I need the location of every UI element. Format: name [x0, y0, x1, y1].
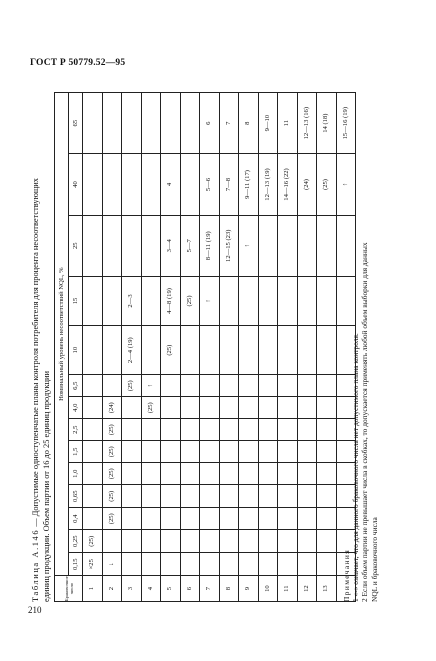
plan-cell: [102, 276, 122, 325]
plan-cell: 8: [239, 93, 259, 154]
acceptance-number-cell: 1: [83, 576, 103, 602]
plan-cell: [180, 375, 200, 397]
plan-cell: [278, 530, 298, 553]
plan-cell: [141, 530, 161, 553]
plan-cell: [200, 553, 220, 576]
plan-cell: [317, 530, 337, 553]
acceptance-number-cell: 4: [141, 576, 161, 602]
plan-cell: [180, 397, 200, 419]
plan-cell: [161, 463, 181, 485]
nql-value-0: 0,15: [69, 553, 83, 576]
plan-cell: [317, 553, 337, 576]
plan-cell: [258, 276, 278, 325]
plan-cell: [297, 530, 317, 553]
plan-cell: [258, 375, 278, 397]
plan-cell: [297, 508, 317, 530]
plan-cell: (25): [317, 154, 337, 215]
plan-cell: [317, 276, 337, 325]
plan-cell: 3—4: [161, 215, 181, 276]
plan-cell: [83, 154, 103, 215]
plan-cell: [200, 508, 220, 530]
acceptance-number-cell: 8: [219, 576, 239, 602]
plan-cell: [200, 463, 220, 485]
table-caption: [30, 92, 52, 602]
plan-cell: [141, 93, 161, 154]
plan-cell: [141, 463, 161, 485]
plan-cell: (24): [102, 397, 122, 419]
plan-cell: [278, 463, 298, 485]
table-row: [278, 93, 298, 602]
plan-cell: [317, 485, 337, 508]
plan-cell: [317, 326, 337, 375]
plan-cell: [239, 463, 259, 485]
nql-value-7: 4,0: [69, 397, 83, 419]
plan-cell: [141, 154, 161, 215]
plan-cell: [258, 441, 278, 463]
plan-cell: [200, 530, 220, 553]
plan-cell: [278, 397, 298, 419]
nql-value-12: 40: [69, 154, 83, 215]
plan-cell: [278, 326, 298, 375]
page-number: 210: [28, 605, 42, 615]
nql-value-9: 10: [69, 326, 83, 375]
plan-cell: [122, 530, 142, 553]
plan-cell: [317, 463, 337, 485]
plan-cell: [258, 419, 278, 441]
plan-cell: 6: [200, 93, 220, 154]
plan-cell: [180, 419, 200, 441]
plan-cell: [239, 508, 259, 530]
acceptance-number-cell: 9: [239, 576, 259, 602]
plan-cell: [297, 485, 317, 508]
plan-cell: [317, 508, 337, 530]
plan-cell: [200, 485, 220, 508]
plan-cell: [161, 93, 181, 154]
plan-cell: 9—10: [258, 93, 278, 154]
plan-cell: [122, 397, 142, 419]
plan-cell: (25): [122, 375, 142, 397]
table-row: [239, 93, 259, 602]
plan-cell: [180, 508, 200, 530]
table-row: [219, 93, 239, 602]
plan-cell: [180, 154, 200, 215]
plan-cell: [83, 276, 103, 325]
acceptance-plan-table: [54, 92, 356, 602]
note-1: 1 «-» означает, что для данного браковочного числа нет допустимого плана контроля.: [351, 333, 361, 602]
plan-cell: 12—13 (19): [258, 154, 278, 215]
plan-cell: [219, 397, 239, 419]
table-row: [200, 93, 220, 602]
nql-value-6: 2,5: [69, 419, 83, 441]
plan-cell: [102, 326, 122, 375]
plan-cell: [83, 397, 103, 419]
plan-cell: [278, 441, 298, 463]
plan-cell: [161, 553, 181, 576]
plan-cell: [219, 463, 239, 485]
plan-cell: [141, 326, 161, 375]
plan-cell: [122, 553, 142, 576]
plan-cell: [83, 215, 103, 276]
nql-value-11: 25: [69, 215, 83, 276]
plan-cell: [180, 485, 200, 508]
plan-cell: [83, 441, 103, 463]
plan-cell: [180, 326, 200, 375]
plan-cell: 4: [161, 154, 181, 215]
table-row: [102, 93, 122, 602]
plan-cell: [239, 397, 259, 419]
plan-cell: [219, 375, 239, 397]
plan-cell: [122, 419, 142, 441]
plan-cell: [122, 463, 142, 485]
plan-cell: ↓: [102, 553, 122, 576]
plan-cell: [239, 419, 259, 441]
plan-cell: [278, 485, 298, 508]
plan-cell: [219, 553, 239, 576]
nql-value-10: 15: [69, 276, 83, 325]
table-body: [83, 93, 356, 602]
plan-cell: [219, 508, 239, 530]
nql-value-5: 1,5: [69, 441, 83, 463]
acceptance-number-cell: 5: [161, 576, 181, 602]
plan-cell: [122, 154, 142, 215]
plan-cell: [278, 553, 298, 576]
nql-value-2: 0,4: [69, 508, 83, 530]
plan-cell: ↑: [141, 375, 161, 397]
note-2: 2 Если объем партии не превышает числа в скобках, то допускается применять любой объем выборки для данных: [360, 242, 370, 602]
plan-cell: [102, 215, 122, 276]
plan-cell: [219, 485, 239, 508]
plan-cell: [180, 441, 200, 463]
plan-cell: [102, 530, 122, 553]
table-row: [161, 93, 181, 602]
plan-cell: [161, 397, 181, 419]
plan-cell: [161, 508, 181, 530]
document-header: ГОСТ Р 50779.52—95: [30, 58, 126, 68]
plan-cell: [102, 375, 122, 397]
plan-cell: [180, 553, 200, 576]
plan-cell: [258, 485, 278, 508]
plan-cell: [297, 397, 317, 419]
nql-value-8: 6,5: [69, 375, 83, 397]
plan-cell: [219, 419, 239, 441]
plan-cell: (25): [180, 276, 200, 325]
plan-cell: [278, 375, 298, 397]
plan-cell: [219, 530, 239, 553]
plan-cell: [122, 93, 142, 154]
table-row: [180, 93, 200, 602]
plan-cell: [122, 441, 142, 463]
plan-cell: [239, 375, 259, 397]
plan-cell: [317, 419, 337, 441]
plan-cell: 9—11 (17): [239, 154, 259, 215]
plan-cell: [83, 485, 103, 508]
plan-cell: [278, 276, 298, 325]
plan-cell: [200, 441, 220, 463]
plan-cell: 12—15 (23): [219, 215, 239, 276]
table-row: [297, 93, 317, 602]
plan-cell: 11: [278, 93, 298, 154]
plan-cell: [161, 530, 181, 553]
plan-cell: 15—16 (19): [336, 93, 356, 154]
plan-cell: (25): [102, 508, 122, 530]
notes-title: Примечания: [342, 548, 351, 602]
caption-text-1: — Допустимые одноступенчатые планы контроля потребителя для процента несоответствующих: [31, 178, 40, 529]
plan-cell: [239, 276, 259, 325]
table-row: [258, 93, 278, 602]
table-row: [122, 93, 142, 602]
plan-cell: [239, 530, 259, 553]
plan-cell: [297, 553, 317, 576]
plan-cell: [297, 375, 317, 397]
plan-cell: [180, 530, 200, 553]
plan-cell: [180, 93, 200, 154]
plan-cell: [297, 276, 317, 325]
plan-cell: 8—11 (19): [200, 215, 220, 276]
plan-cell: [297, 326, 317, 375]
plan-cell: [83, 326, 103, 375]
plan-cell: [83, 419, 103, 441]
plan-cell: [180, 463, 200, 485]
plan-cell: 2—4 (19): [122, 326, 142, 375]
plan-cell: (25): [83, 530, 103, 553]
plan-cell: 5—6: [200, 154, 220, 215]
plan-cell: [83, 508, 103, 530]
caption-text-2: единиц продукции. Объем партии от 16 до 25 единиц продукции: [42, 371, 51, 602]
plan-cell: [297, 419, 317, 441]
plan-cell: [258, 463, 278, 485]
acceptance-number-cell: 2: [102, 576, 122, 602]
plan-cell: [200, 419, 220, 441]
rotated-table-region: [30, 92, 384, 602]
plan-cell: (25): [102, 419, 122, 441]
plan-cell: [161, 441, 181, 463]
plan-cell: (25): [102, 441, 122, 463]
plan-cell: [161, 485, 181, 508]
plan-cell: 2—3: [122, 276, 142, 325]
plan-cell: 5—7: [180, 215, 200, 276]
plan-cell: [141, 553, 161, 576]
plan-cell: [258, 326, 278, 375]
plan-cell: [239, 441, 259, 463]
plan-cell: [200, 375, 220, 397]
plan-cell: ↑: [239, 215, 259, 276]
batch-number-header: Браковочное число: [55, 576, 83, 602]
nql-value-4: 1,0: [69, 463, 83, 485]
nql-values-row: [69, 93, 83, 602]
table-header-row: [55, 93, 69, 602]
plan-cell: [317, 375, 337, 397]
plan-cell: 7—8: [219, 154, 239, 215]
plan-cell: [258, 397, 278, 419]
plan-cell: [141, 485, 161, 508]
plan-cell: (25): [161, 326, 181, 375]
plan-cell: [317, 215, 337, 276]
caption-label: Таблица А.146: [31, 528, 40, 602]
plan-cell: [141, 215, 161, 276]
plan-cell: [239, 485, 259, 508]
plan-cell: [239, 326, 259, 375]
plan-cell: [219, 326, 239, 375]
plan-cell: [258, 215, 278, 276]
plan-cell: [200, 326, 220, 375]
plan-cell: [141, 276, 161, 325]
plan-cell: [258, 553, 278, 576]
note-2-cont: NQL и браковочного числа: [369, 517, 379, 602]
plan-cell: (25): [102, 485, 122, 508]
plan-cell: [102, 154, 122, 215]
plan-cell: [297, 215, 317, 276]
plan-cell: 14 (18): [317, 93, 337, 154]
plan-cell: [258, 508, 278, 530]
plan-cell: (24): [297, 154, 317, 215]
plan-cell: 7: [219, 93, 239, 154]
acceptance-number-cell: 10: [258, 576, 278, 602]
table-row: [83, 93, 103, 602]
plan-cell: [278, 419, 298, 441]
acceptance-number-cell: 11: [278, 576, 298, 602]
plan-cell: [297, 441, 317, 463]
plan-cell: 4—8 (19): [161, 276, 181, 325]
rotated-content: [30, 92, 384, 602]
acceptance-number-cell: 12: [297, 576, 317, 602]
acceptance-number-cell: 7: [200, 576, 220, 602]
plan-cell: [317, 397, 337, 419]
plan-cell: ↑: [336, 154, 356, 215]
plan-cell: [219, 441, 239, 463]
plan-cell: [141, 419, 161, 441]
plan-cell: [122, 485, 142, 508]
plan-cell: [161, 419, 181, 441]
plan-cell: [141, 508, 161, 530]
plan-cell: [297, 463, 317, 485]
plan-cell: 14—16 (22): [278, 154, 298, 215]
plan-cell: (25): [141, 397, 161, 419]
table-row: [317, 93, 337, 602]
plan-cell: ×25: [83, 553, 103, 576]
acceptance-number-cell: 6: [180, 576, 200, 602]
plan-cell: 12—13 (16): [297, 93, 317, 154]
nql-value-3: 0,65: [69, 485, 83, 508]
nql-header: Номинальный уровень несоответствий NQL, %: [55, 93, 69, 576]
plan-cell: [161, 375, 181, 397]
plan-cell: [83, 463, 103, 485]
plan-cell: [122, 215, 142, 276]
nql-value-13: 65: [69, 93, 83, 154]
plan-cell: [278, 508, 298, 530]
acceptance-number-cell: 3: [122, 576, 142, 602]
plan-cell: [219, 276, 239, 325]
plan-cell: [239, 553, 259, 576]
plan-cell: [200, 397, 220, 419]
plan-cell: [258, 530, 278, 553]
plan-cell: [83, 93, 103, 154]
plan-cell: (25): [102, 463, 122, 485]
plan-cell: [83, 375, 103, 397]
plan-cell: [317, 441, 337, 463]
nql-value-1: 0,25: [69, 530, 83, 553]
acceptance-number-cell: 13: [317, 576, 337, 602]
plan-cell: [141, 441, 161, 463]
plan-cell: ↑: [200, 276, 220, 325]
table-row: [141, 93, 161, 602]
notes-block: [342, 92, 379, 602]
plan-cell: [278, 215, 298, 276]
plan-cell: [122, 508, 142, 530]
plan-cell: [102, 93, 122, 154]
